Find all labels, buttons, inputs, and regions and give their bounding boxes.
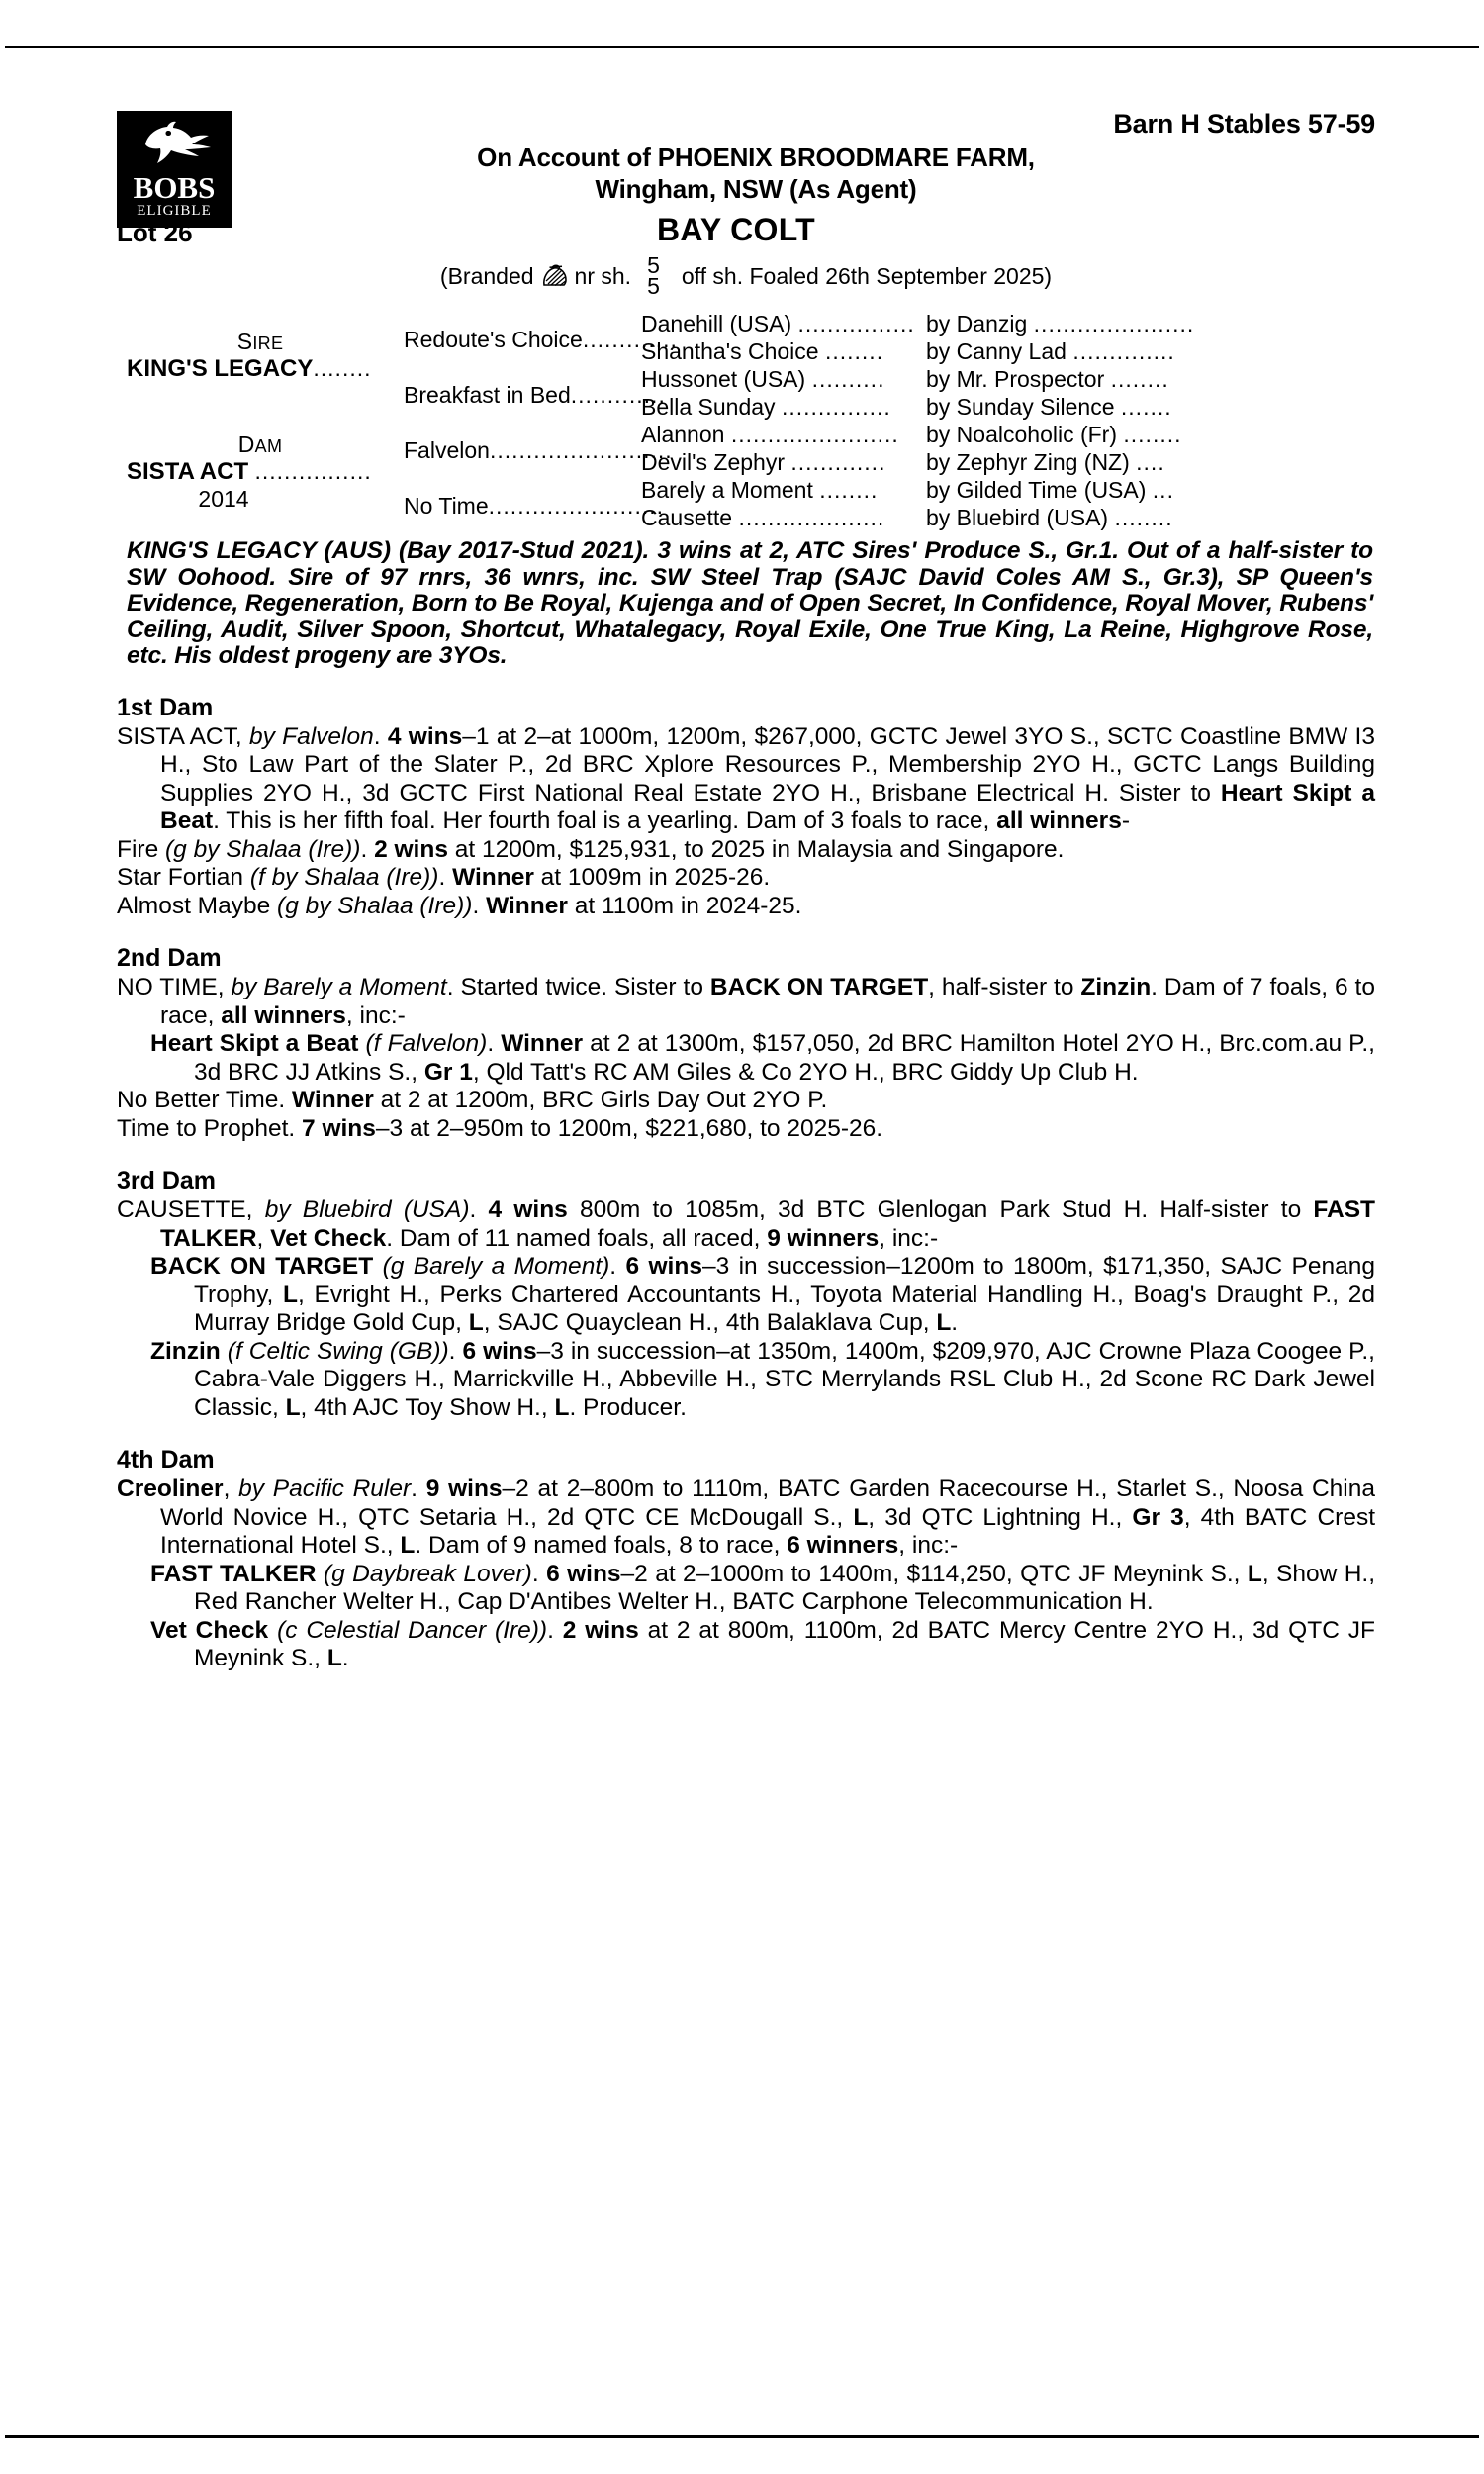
pedigree-gen2-row [404,437,673,464]
pedigree-gen3-row [641,449,924,476]
pedigree-gen4-name: by Sunday Silence [926,394,1115,420]
pedigree-gen4-dots: .............. [1072,338,1175,364]
barn-stables-label: Barn H Stables 57-59 [1113,109,1375,139]
pedigree-gen3-dots: .................... [738,505,885,530]
entry-text-run: by Bluebird (USA) [264,1196,470,1223]
bobs-wordmark: BOBS [133,170,216,205]
pedigree-gen4-row [926,505,1375,531]
entry-text-run: at 1009m in 2025-26. [533,864,771,891]
pedigree-gen3-row [641,477,924,504]
entry-text-run: . Producer. [569,1393,687,1421]
entry-text-run: 4 wins [387,722,463,750]
entry-text-run: at 1100m in 2024-25. [567,892,802,919]
entry-text-run: . [531,1560,547,1587]
entry-text-run: - [1121,808,1130,834]
sire-label-small: IRE [252,333,284,353]
entry-text-run: (g Barely a Moment) [382,1253,610,1280]
entry-text-run: BACK ON TARGET [709,974,929,1000]
dam-foaling-year: 2014 [198,486,249,512]
entry-text-run: at 2 at 1200m, BRC Girls Day Out 2YO P. [373,1087,828,1113]
entry-text-run: BACK ON TARGET [150,1253,383,1280]
pedigree-gen4-name: by Zephyr Zing (NZ) [926,449,1130,475]
entry-text-run: (g by Shalaa (Ire)) [165,835,361,863]
page-title: BAY COLT [656,212,816,247]
entry-text-run: Gr 1 [423,1058,473,1086]
pedigree-gen3-row [641,311,924,337]
pedigree-entry [117,893,1375,921]
pedigree-gen4-dots: ........ [1110,366,1169,392]
dam-section [117,1167,1375,1422]
pedigree-entry [117,1338,1375,1423]
pedigree-gen3-dots: ........ [824,338,884,364]
entry-text-run: CAUSETTE, [117,1196,265,1223]
entry-text-run: –1 at 2–at 1000m, 1200m, $267,000, GCTC Jewel 3YO S., SCTC Coastline BMW I3 H., Sto Law Part of the Slater P., 2d BRC Xplore Resources P., Membership 2YO H., GCTC Langs Building Supplies 2YO H., 3d GCTC First National Real Estate 2YO H., Brisbane Electrical H. Sister to [160,722,1375,807]
pedigree-entry [117,1030,1375,1087]
entry-text-run: Winner [452,864,534,891]
sire-name-row [127,355,394,383]
pedigree-gen3-dots: ................ [797,311,915,336]
entry-text-run: . [373,722,388,750]
pedigree-gen3-name: Hussonet (USA) [641,366,806,392]
dam-heading: 1st Dam [117,693,214,721]
pedigree-gen3-name: Barely a Moment [641,477,813,503]
entry-text-run: . [448,1337,463,1365]
entry-text-run: , [223,1475,239,1502]
pedigree-gen4-name: by Canny Lad [926,338,1067,364]
dam-heading: 4th Dam [117,1446,215,1474]
entry-text-run: NO TIME, [117,974,232,1000]
pedigree-entry [117,1561,1375,1617]
entry-text-run: L [936,1309,952,1336]
pedigree-entry [117,1115,1375,1144]
entry-text-run: –2 at 2–1000m to 1400m, $114,250, QTC JF Meynink S., [620,1560,1248,1587]
entry-text-run: –2 at 2–800m to 1110m, BATC Garden Racecourse H., Starlet S., Noosa China World Novice H., QTC Setaria H., 2d QTC CE McDougall S., [160,1475,1375,1531]
dam-name: SISTA ACT [127,458,249,485]
entry-text-run: No Better Time. [117,1087,293,1113]
pedigree-gen4-dots: ...................... [1033,311,1195,336]
entry-text-run: , 4th AJC Toy Show H., [300,1393,555,1421]
entry-text-run: . This is her fifth foal. Her fourth foal is a yearling. Dam of 3 foals to race, [213,808,997,834]
pedigree-gen3-dots: ............... [781,394,891,420]
entry-text-run: 800m to 1085m, 3d BTC Glenlogan Park Stud H. Half-sister to [567,1196,1314,1223]
pedigree-gen4-dots: ... [1152,477,1174,503]
brand-number-bottom: 5 [647,273,660,299]
pedigree-gen3-row [641,394,924,421]
pedigree-entry [117,1253,1375,1338]
entry-text-run: by Falvelon [248,722,374,750]
entry-text-run: . [609,1253,626,1280]
entry-text-run: 2 wins [562,1616,639,1644]
page-bottom-rule [5,2435,1479,2438]
entry-text-run: Vet Check [150,1616,278,1644]
entry-text-run: all winners [996,808,1122,834]
pedigree-gen4-row [926,394,1375,421]
pedigree-gen4-dots: ....... [1120,394,1172,420]
entry-text-run: . [360,835,375,863]
entry-text-run: L [326,1645,342,1671]
entry-text-run: 6 wins [546,1560,621,1587]
sire-summary-paragraph: KING'S LEGACY (AUS) (Bay 2017-Stud 2021). 3 wins at 2, ATC Sires' Produce S., Gr.1. Out of a half-sister to SW Oohood. Sire of 97 rnrs, 36 wnrs, inc. SW Steel Trap (SAJC David Coles AM S., Gr.3), SP Queen's Evidence, Regeneration, Born to Be Royal, Kujenga and of Open Secret, In Confidence, Royal Mover, Rubens' Ceiling, Audit, Silver Spoon, Shortcut, Whatalegacy, Royal Exile, One True King, La Reine, Highgrove Rose, etc. His oldest progeny are 3YOs. [127,537,1373,669]
entry-text-run: FAST TALKER [160,1196,1376,1252]
pedigree-gen4-name: by Danzig [926,311,1028,336]
pedigree-gen3-dots: ....................... [730,422,899,447]
entry-text-run: , half-sister to [928,974,1081,1000]
brand-number-top: 5 [647,252,660,278]
pedigree-gen4-name: by Bluebird (USA) [926,505,1109,530]
branded-nearside-text: nr sh. [574,262,632,289]
pedigree-dam-cell [127,431,394,513]
pedigree-gen3-row [641,422,924,448]
entry-text-run: Almost Maybe [117,892,278,919]
entry-text-run: . [469,1196,489,1223]
pedigree-gen3-row [641,505,924,531]
pedigree-gen2-dots: ............. [570,382,666,408]
entry-text-run: (g Daybreak Lover) [323,1560,532,1587]
page-top-rule [5,46,1479,48]
entry-text-run: , inc:- [345,1001,406,1029]
pedigree-gen4-dots: .... [1136,449,1165,475]
pedigree-entry [117,836,1375,865]
entry-text-run: . [472,892,487,919]
pedigree-gen3-name: Danehill (USA) [641,311,792,336]
entry-text-run: L [285,1393,301,1421]
entry-text-run: , inc:- [898,1532,959,1559]
pedigree-gen4-row [926,477,1375,504]
entry-text-run: L [400,1532,416,1559]
entry-text-run: –3 in succession–at 1350m, 1400m, $209,970, AJC Crowne Plaza Coogee P., Cabra-Vale Diggers H., Marrickville H., Abbeville H., STC Merrylands RSL Club H., 2d Scone RC Dark Jewel Classic, [194,1337,1375,1421]
entry-text-run: 6 winners [787,1532,899,1559]
pedigree-gen4-name: by Mr. Prospector [926,366,1105,392]
entry-text-run: , inc:- [879,1224,939,1252]
branded-description [117,252,1375,299]
entry-text-run: 9 winners [767,1224,880,1252]
entry-text-run: Star Fortian [117,864,250,891]
pedigree-gen2-name: Falvelon [404,437,490,463]
pedigree-sire-cell [127,329,394,383]
entry-text-run: , SAJC Quayclean H., 4th Balaklava Cup, [483,1309,937,1336]
entry-text-run: Time to Prophet. [117,1114,303,1142]
sire-label: SIRE [236,329,284,354]
entry-text-run: at 2 at 1300m, $157,050, 2d BRC Hamilton Hotel 2YO H., Brc.com.au P., 3d BRC JJ Atkins S., [194,1030,1375,1086]
entry-text-run: , Show H., Red Rancher Welter H., Cap D'Antibes Welter H., BATC Carphone Telecommunication H. [194,1560,1376,1615]
entry-text-run: at 2 at 800m, 1100m, 2d BATC Mercy Centre 2YO H., 3d QTC JF Meynink S., [194,1616,1375,1671]
entry-text-run: –3 in succession–1200m to 1800m, $171,350, SAJC Penang Trophy, [194,1253,1375,1308]
vendor-line-1: On Account of PHOENIX BROODMARE FARM, [477,143,1035,172]
entry-text-run: Winner [486,892,568,919]
pedigree-entry [117,723,1375,836]
pedigree-gen3-name: Causette [641,505,733,530]
pedigree-gen3-dots: ............. [790,449,886,475]
dam-heading: 3rd Dam [117,1167,217,1194]
pedigree-gen3-dots: .......... [811,366,885,392]
entry-text-run: Gr 3 [1132,1503,1184,1531]
entry-text-run: (f Falvelon) [365,1030,488,1057]
entry-text-run: by Pacific Ruler [238,1475,412,1502]
pedigree-gen3-name: Bella Sunday [641,394,776,420]
dam-section [117,1446,1375,1673]
pedigree-gen4-row [926,449,1375,476]
pedigree-gen2-row [404,327,678,353]
entry-text-run: , Qld Tatt's RC AM Giles & Co 2YO H., BRC Giddy Up Club H. [472,1058,1139,1086]
brand-mark-icon [540,262,570,288]
entry-text-run: 6 wins [462,1337,537,1365]
pedigree-gen2-dots: ......................... [489,437,673,463]
entry-text-run: Fire [117,835,165,863]
sire-name: KING'S LEGACY [127,355,314,382]
entry-text-run: . Dam of 9 named foals, 8 to race, [415,1532,788,1559]
pedigree-table [117,307,1375,534]
entry-text-run: L [283,1281,299,1308]
entry-text-run: L [554,1393,570,1421]
entry-text-run: SISTA ACT, [117,722,249,750]
entry-text-run: . [487,1030,502,1057]
pedigree-gen3-row [641,366,924,393]
entry-text-run: . Dam of 11 named foals, all raced, [386,1224,768,1252]
eligible-wordmark: ELIGIBLE [137,203,212,219]
page-content [117,95,1375,1673]
pedigree-gen2-row [404,382,666,409]
entry-text-run: 6 wins [625,1253,702,1280]
entry-text-run: (f Celtic Swing (GB)) [227,1337,449,1365]
pedigree-gen4-row [926,422,1375,448]
entry-text-run: 9 wins [425,1475,503,1502]
entry-text-run: Zinzin [1080,974,1152,1000]
entry-text-run: (g by Shalaa (Ire)) [277,892,473,919]
entry-text-run: . [547,1616,563,1644]
pedigree-entry [117,974,1375,1030]
vendor-line-2: Wingham, NSW (As Agent) [595,174,917,204]
entry-text-run: , 3d QTC Lightning H., [868,1503,1133,1531]
entry-text-run: . [951,1309,959,1336]
entry-text-run: (c Celestial Dancer (Ire)) [277,1616,548,1644]
dam-sections [117,694,1375,1673]
entry-text-run: at 1200m, $125,931, to 2025 in Malaysia and Singapore. [447,835,1065,863]
pedigree-entry [117,1196,1375,1253]
lot-number: Lot 26 [117,218,193,247]
branded-offside-foaled-text: off sh. Foaled 26th September 2025) [681,262,1053,289]
pedigree-gen4-dots: ........ [1123,422,1182,447]
entry-text-run: Heart Skipt a Beat [160,779,1375,834]
pedigree-gen4-name: by Gilded Time (USA) [926,477,1147,503]
sire-dots: ........ [313,355,372,381]
pedigree-gen3-name: Shantha's Choice [641,338,819,364]
pedigree-gen3-name: Devil's Zephyr [641,449,785,475]
pedigree-gen3-name: Alannon [641,422,725,447]
entry-text-run: –3 at 2–950m to 1200m, $221,680, to 2025-26. [375,1114,883,1142]
pedigree-gen2-dots: ............. [582,327,678,352]
entry-text-run: . Started twice. Sister to [446,974,710,1000]
dam-label-small: AM [254,436,283,456]
entry-text-run: by Barely a Moment [231,974,447,1000]
pedigree-entry [117,1475,1375,1561]
dam-section [117,944,1375,1143]
dam-name-row [127,458,394,486]
entry-text-run: 7 wins [302,1114,376,1142]
pedigree-gen2-row [404,493,665,520]
entry-text-run: Heart Skipt a Beat [150,1030,366,1057]
entry-text-run: Vet Check [270,1224,387,1252]
pedigree-gen4-row [926,311,1375,337]
entry-text-run: all winners [221,1001,346,1029]
brand-number-fraction [647,252,660,299]
entry-text-run: . [411,1475,426,1502]
pedigree-entry [117,1617,1375,1673]
dam-dots: ................ [254,458,372,484]
entry-text-run: L [1247,1560,1262,1587]
pedigree-gen4-dots: ........ [1114,505,1173,530]
entry-text-run: , 4th BATC Crest International Hotel S., [160,1503,1376,1559]
pedigree-gen2-name: Redoute's Choice [404,327,583,352]
pedigree-gen4-name: by Noalcoholic (Fr) [926,422,1117,447]
header [117,95,1375,305]
dam-label: DAM [237,431,283,457]
dam-section [117,694,1375,921]
entry-text-run: L [468,1309,484,1336]
entry-text-run: , Evright H., Perks Chartered Accountants H., Toyota Material Handling H., Boag's Draught P., 2d Murray Bridge Gold Cup, [194,1281,1375,1336]
pedigree-gen4-row [926,366,1375,393]
entry-text-run: FAST TALKER [150,1560,324,1587]
entry-text-run: Winner [292,1087,374,1113]
pedigree-gen3-dots: ........ [819,477,879,503]
entry-text-run: . [438,864,453,891]
entry-text-run: Creoliner [117,1475,224,1502]
pedigree-gen2-name: Breakfast in Bed [404,382,571,408]
entry-text-run: , [256,1224,271,1252]
branded-prefix-text: (Branded [439,262,534,289]
entry-text-run: Winner [501,1030,584,1057]
dam-heading: 2nd Dam [117,944,222,972]
pedigree-gen4-row [926,338,1375,365]
pedigree-entry [117,864,1375,893]
entry-text-run: . Dam of 7 foals, 6 to race, [160,974,1375,1029]
entry-text-run: Zinzin [150,1337,228,1365]
entry-text-run: (f by Shalaa (Ire)) [249,864,439,891]
pedigree-gen3-row [641,338,924,365]
pedigree-entry [117,1087,1375,1115]
pedigree-gen2-dots: ........................ [488,493,665,519]
entry-text-run: L [853,1503,869,1531]
entry-text-run: . [341,1645,349,1671]
pedigree-gen2-name: No Time [404,493,489,519]
entry-text-run: 4 wins [488,1196,568,1223]
entry-text-run: 2 wins [374,835,448,863]
